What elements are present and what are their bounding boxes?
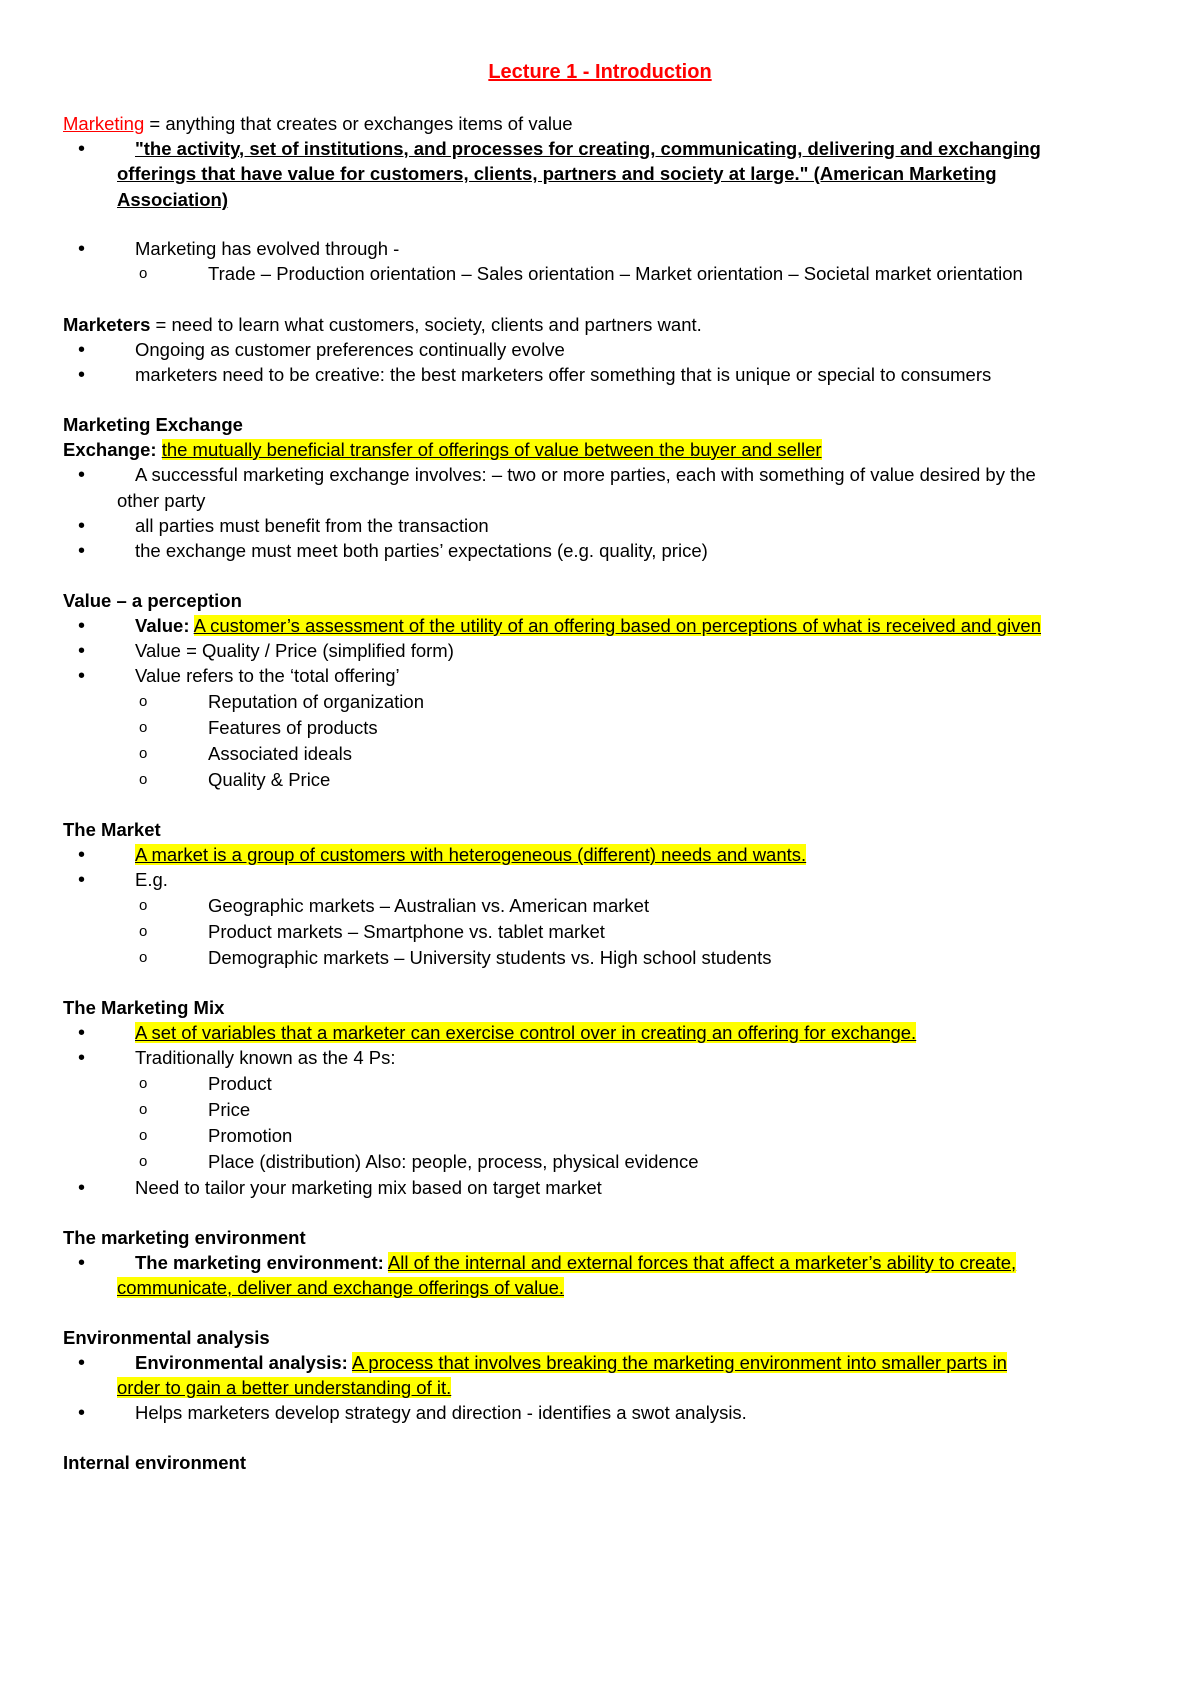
- analysis-definition-2: [117, 1376, 451, 1400]
- circle-bullet-icon: o: [139, 719, 148, 736]
- bullet-icon: •: [78, 869, 86, 891]
- bullet-icon: •: [78, 464, 86, 486]
- bullet-icon: •: [78, 1047, 86, 1069]
- value-sub-item: Reputation of organization: [208, 691, 424, 712]
- bullet-icon: •: [78, 1177, 86, 1199]
- value-sub-item: Associated ideals: [208, 743, 352, 764]
- exchange-label: Exchange:: [63, 439, 157, 460]
- analysis-bullet-2: Helps marketers develop strategy and direction - identifies a swot analysis.: [135, 1402, 747, 1423]
- mix-sub-item: Place (distribution) Also: people, process, physical evidence: [208, 1151, 699, 1172]
- bullet-icon: •: [78, 1022, 86, 1044]
- bullet-icon: •: [78, 1352, 86, 1374]
- bullet-icon: •: [78, 1252, 86, 1274]
- mix-def: A set of variables that a marketer can exercise control over in creating an offering for exchange.: [135, 1022, 917, 1043]
- circle-bullet-icon: o: [139, 1127, 148, 1144]
- marketing-def: = anything that creates or exchanges items of value: [144, 113, 573, 134]
- market-sub-item: Product markets – Smartphone vs. tablet market: [208, 921, 605, 942]
- bullet-icon: •: [78, 238, 86, 260]
- market-bullet-1: [135, 843, 806, 867]
- exchange-bullet-1a: A successful marketing exchange involves: – two or more parties, each with something of value desired by the: [135, 464, 1036, 485]
- mix-sub-item: Product: [208, 1073, 272, 1094]
- mix-sub-item: Promotion: [208, 1125, 293, 1146]
- exchange-bullet-3: the exchange must meet both parties’ expectations (e.g. quality, price): [135, 540, 708, 561]
- circle-bullet-icon: o: [139, 771, 148, 788]
- marketers-term: Marketers: [63, 314, 151, 335]
- bullet-icon: •: [78, 665, 86, 687]
- marketers-bullet-2: marketers need to be creative: the best marketers offer something that is unique or special to consumers: [135, 364, 992, 385]
- environment-definition-1: [135, 1251, 1016, 1275]
- circle-bullet-icon: o: [139, 1075, 148, 1092]
- mix-bullet-1: [135, 1021, 916, 1045]
- exchange-bullet-1b: other party: [117, 490, 206, 511]
- mix-bullet-2: Traditionally known as the 4 Ps:: [135, 1047, 396, 1068]
- page-title: Lecture 1 - Introduction: [488, 61, 712, 83]
- bullet-icon: •: [78, 615, 86, 637]
- market-bullet-2: E.g.: [135, 869, 168, 890]
- bullet-icon: •: [78, 138, 86, 160]
- market-def: A market is a group of customers with heterogeneous (different) needs and wants.: [135, 844, 807, 865]
- circle-bullet-icon: o: [139, 897, 148, 914]
- circle-bullet-icon: o: [139, 1101, 148, 1118]
- marketers-def: = need to learn what customers, society, clients and partners want.: [150, 314, 702, 335]
- circle-bullet-icon: o: [139, 949, 148, 966]
- environment-definition-2: [117, 1276, 564, 1300]
- exchange-def: the mutually beneficial transfer of offerings of value between the buyer and seller: [161, 439, 822, 460]
- bullet-icon: •: [78, 515, 86, 537]
- marketing-evolved: Marketing has evolved through -: [135, 238, 400, 259]
- exchange-heading: Marketing Exchange: [63, 414, 243, 435]
- marketers-definition: [63, 313, 702, 337]
- market-heading: The Market: [63, 819, 161, 840]
- circle-bullet-icon: o: [139, 265, 148, 282]
- orientations: Trade – Production orientation – Sales orientation – Market orientation – Societal market orientation: [208, 263, 1023, 284]
- value-definition: [135, 614, 1041, 638]
- exchange-definition: [63, 438, 822, 462]
- market-sub-item: Demographic markets – University students vs. High school students: [208, 947, 772, 968]
- mix-bullet-3: Need to tailor your marketing mix based on target market: [135, 1177, 602, 1198]
- circle-bullet-icon: o: [139, 693, 148, 710]
- value-heading: Value – a perception: [63, 590, 242, 611]
- bullet-icon: •: [78, 540, 86, 562]
- mix-sub-item: Price: [208, 1099, 251, 1120]
- bullet-icon: •: [78, 844, 86, 866]
- analysis-def-1: A process that involves breaking the marketing environment into smaller parts in: [351, 1352, 1007, 1373]
- internal-heading: Internal environment: [63, 1452, 246, 1473]
- circle-bullet-icon: o: [139, 745, 148, 762]
- circle-bullet-icon: o: [139, 923, 148, 940]
- value-bullet-2: Value = Quality / Price (simplified form): [135, 640, 454, 661]
- bullet-icon: •: [78, 640, 86, 662]
- value-def: A customer’s assessment of the utility of an offering based on perceptions of what is received and given: [193, 615, 1042, 636]
- environment-def-2: communicate, deliver and exchange offerings of value.: [117, 1277, 565, 1298]
- analysis-definition-1: [135, 1351, 1007, 1375]
- environment-def-1: All of the internal and external forces that affect a marketer’s ability to create,: [387, 1252, 1017, 1273]
- value-sub-item: Features of products: [208, 717, 378, 738]
- ama-quote-line-3: Association): [117, 189, 229, 210]
- value-label: Value:: [135, 615, 190, 636]
- ama-quote-line-2: offerings that have value for customers, clients, partners and society at large." (American Marketing: [117, 163, 997, 184]
- bullet-icon: •: [78, 364, 86, 386]
- marketers-bullet-1: Ongoing as customer preferences continually evolve: [135, 339, 565, 360]
- bullet-icon: •: [78, 339, 86, 361]
- environment-heading: The marketing environment: [63, 1227, 306, 1248]
- analysis-heading: Environmental analysis: [63, 1327, 270, 1348]
- value-sub-item: Quality & Price: [208, 769, 331, 790]
- mix-heading: The Marketing Mix: [63, 997, 225, 1018]
- market-sub-item: Geographic markets – Australian vs. American market: [208, 895, 650, 916]
- marketing-definition: [63, 112, 573, 136]
- ama-quote-line-1: "the activity, set of institutions, and processes for creating, communicating, delivering and exchanging: [135, 138, 1041, 159]
- environment-label: The marketing environment:: [135, 1252, 384, 1273]
- bullet-icon: •: [78, 1402, 86, 1424]
- analysis-label: Environmental analysis:: [135, 1352, 348, 1373]
- value-bullet-3: Value refers to the ‘total offering’: [135, 665, 400, 686]
- marketing-term: Marketing: [63, 113, 145, 134]
- circle-bullet-icon: o: [139, 1153, 148, 1170]
- analysis-def-2: order to gain a better understanding of it.: [117, 1377, 452, 1398]
- exchange-bullet-2: all parties must benefit from the transaction: [135, 515, 489, 536]
